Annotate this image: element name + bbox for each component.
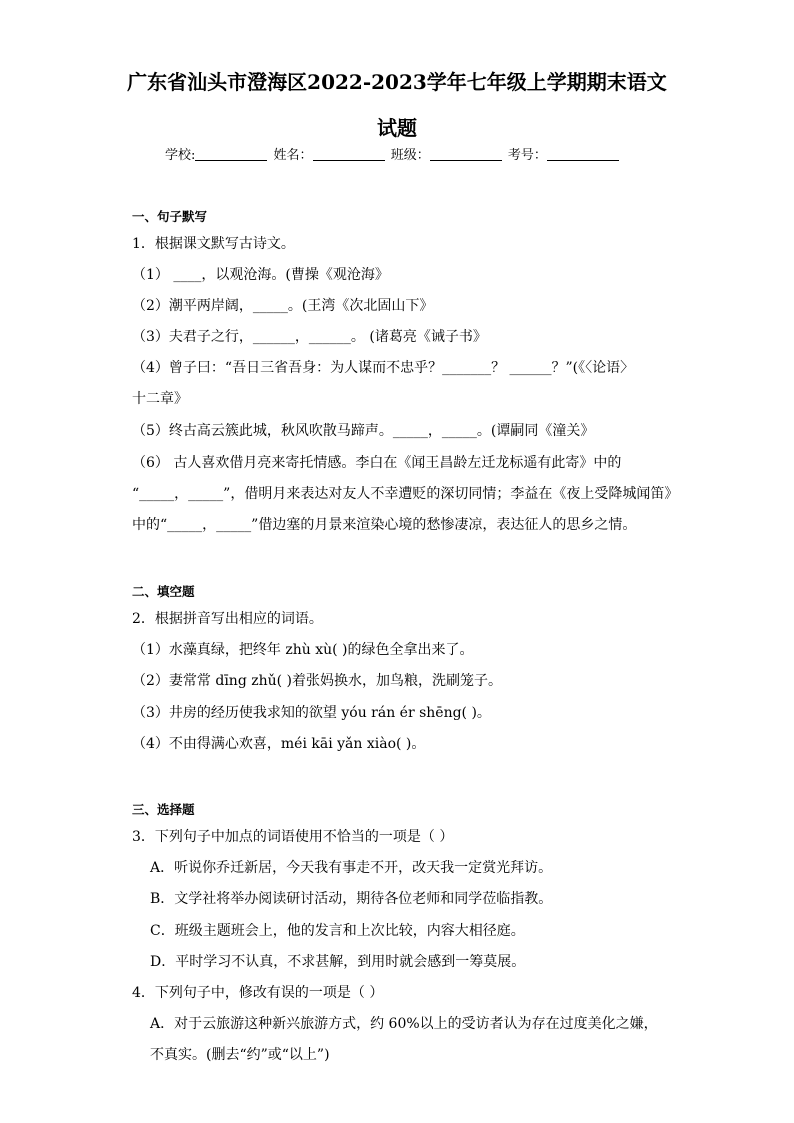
question-4-stem: 4．下列句子中，修改有误的一项是（ ） — [132, 985, 384, 1001]
class-label: 班级： — [390, 148, 430, 163]
question-2-stem: 2．根据拼音写出相应的词语。 — [132, 611, 323, 627]
section-heading-1: 一、句子默写 — [132, 209, 208, 224]
class-blank[interactable] — [430, 146, 502, 161]
question-2-item-4: （4）不由得满心欢喜，méi kāi yǎn xiào( )。 — [132, 736, 426, 752]
question-1-item-1: （1） ____，以观沧海。(曹操《观沧海》 — [132, 267, 389, 283]
question-1-item-2: （2）潮平两岸阔，_____。(王湾《次北固山下》 — [132, 298, 434, 314]
question-1-item-6-cont2: 中的“_____，_____”借边塞的月景来渲染心境的愁惨凄凉，表达征人的思乡之情。 — [132, 517, 637, 533]
name-label: 姓名： — [273, 148, 313, 163]
question-3-option-d[interactable]: D．平时学习不认真，不求甚解，到用时就会感到一筹莫展。 — [150, 954, 526, 970]
student-info-row — [165, 144, 621, 163]
section-heading-2: 二、填空题 — [132, 584, 195, 599]
question-1-stem: 1．根据课文默写古诗文。 — [132, 236, 295, 252]
question-1-item-3: （3）夫君子之行，______，______。 (诸葛亮《诫子书》 — [132, 329, 487, 345]
question-4-option-a-cont: 不真实。(删去“约”或“以上”) — [150, 1047, 330, 1063]
question-2-item-3: （3）井房的经历使我求知的欲望 yóu rán ér shēng( )。 — [132, 705, 491, 721]
exam-title-line1: 广东省汕头市澄海区2022-2023学年七年级上学期期末语文 — [127, 70, 667, 94]
question-1-item-4: （4）曾子曰：“吾日三省吾身：为人谋而不忠乎？_______？ ______？”(《〈论语〉 — [132, 360, 635, 376]
question-3-option-c[interactable]: C．班级主题班会上，他的发言和上次比较，内容大相径庭。 — [150, 923, 525, 939]
question-2-item-1: （1）水藻真绿，把终年 zhù xù( )的绿色全拿出来了。 — [132, 642, 474, 658]
exam-no-blank[interactable] — [547, 146, 619, 161]
question-3-option-a[interactable]: A．听说你乔迁新居，今天我有事走不开，改天我一定赏光拜访。 — [150, 860, 553, 876]
question-4-option-a[interactable]: A．对于云旅游这种新兴旅游方式，约 60%以上的受访者认为存在过度美化之嫌， — [150, 1016, 658, 1032]
exam-title-line2: 试题 — [377, 116, 417, 140]
question-1-item-6-cont: “_____，_____”，借明月来表达对友人不幸遭贬的深切同情；李益在《夜上受降城闻笛》 — [132, 486, 679, 502]
question-3-option-b[interactable]: B．文学社将举办阅读研讨活动，期待各位老师和同学莅临指教。 — [150, 891, 553, 907]
question-2-item-2: （2）妻常常 dīng zhǔ( )着张妈换水，加鸟粮，洗刷笼子。 — [132, 673, 503, 689]
question-1-item-5: （5）终古高云簇此城，秋风吹散马蹄声。_____，_____。(谭嗣同《潼关》 — [132, 423, 595, 439]
question-1-item-6: （6） 古人喜欢借月亮来寄托情感。李白在《闻王昌龄左迁龙标遥有此寄》中的 — [132, 455, 622, 471]
question-1-item-4-cont: 十二章》 — [132, 391, 188, 407]
school-label: 学校: — [165, 148, 196, 163]
exam-no-label: 考号： — [507, 148, 547, 163]
question-3-stem: 3．下列句子中加点的词语使用不恰当的一项是（ ） — [132, 829, 454, 845]
school-blank[interactable] — [195, 146, 267, 161]
section-heading-3: 三、选择题 — [132, 802, 195, 817]
name-blank[interactable] — [313, 146, 385, 161]
